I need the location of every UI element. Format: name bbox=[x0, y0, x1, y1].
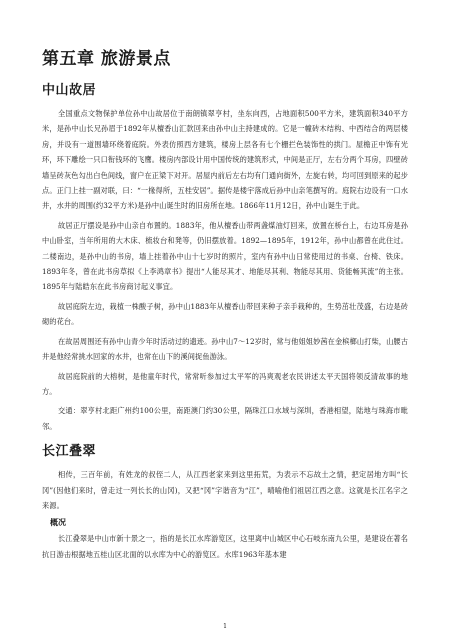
paragraph: 相传，三百年前，有姓龙的叔侄二人，从江西老家来到这里拓荒，为表示不忘故土之情，把定居地方叫“长冈”(因他们来时，曾走过一列长长的山冈)，又把“冈”字谐音为“江”，晴喻他们祖居江西之意。这就是长江名字之来源。 bbox=[42, 470, 408, 510]
subsection-title-overview: 概况 bbox=[50, 518, 66, 528]
page-number: 1 bbox=[223, 623, 227, 630]
paragraph: 在故居周围还有孙中山青少年时活动过的遗迹。孙中山7～12岁时，常与他姐姐妙茜在金槟榔山打柴，山腰古井是他经常挑水回家的水井，也常在山下的溪间捉鱼游泳。 bbox=[42, 336, 408, 362]
paragraph-transport: 交通：翠亨村北距广州约100公里，南距澳门约30公里，隔珠江口水域与深圳，香港相望，陆地与珠海市毗邻。 bbox=[42, 406, 408, 431]
paragraph: 全国重点文物保护单位孙中山故居位于南朗镇翠亨村，坐东向西，占地面积500平方米，建筑面积340平方米，是孙中山长兄孙眉于1892年从檀香山汇款回来由孙中山主持建成的。它是一幢砖木结构、中西结合的两层楼房，并设有一道围墙环绕着庭院。外表仿照西方建筑，楼房上层各有七个栅拦色装饰性的拱门。屋檐正中饰有光环，环下雕绘一只口衔钱环的飞鹰。楼房内部设计用中国传统的建筑形式，中间是正厅，左右分两个耳房，四壁砖墙呈砖灰色勾出白色间线，窗户在正梁下对开。居屋内前后左右均有门通向街外，左旋右转，均可回到原来的起步点。正门上挂一副对联，曰：“一椽得所，五桂安居”。据传是楼宇落成后孙中山亲笔撰写的。庭院右边设有一口水井，水井的周围(约32平方米)是孙中山诞生时的旧房所在地。1866年11月12日，孙中山诞生于此。 bbox=[42, 109, 408, 211]
paragraph: 长江叠翠是中山市新十景之一，指的是长江水库游览区，这里离中山城区中心石岐东南九公里，是建设在著名抗日游击根据地五桂山区北面的以水库为中心的游览区。水库1963年基本建 bbox=[42, 534, 408, 559]
section-title-changjiang: 长江叠翠 bbox=[42, 444, 97, 460]
paragraph: 故居正厅摆设是孙中山亲自布置的。1883年，他从檀香山带两盏煤油灯回来，放置在桥台上，右边耳房是孙中山卧室，当年所用的大木床、梳妆台和凳等，仍旧摆放着。1892—1895年，1912年，孙中山都曾在此住过。二楼南边，是孙中山的书房，墙上挂着孙中山十七岁时的照片，室内有孙中山日常使用过的书桌、台椅、铁床。1893年冬，曾在此书房草拟《上李鸿章书》提出“人能尽其才、地能尽其利、物能尽其用、货能畅其流”的主张。1895年与陆皓东在此书房商讨起义事宜。 bbox=[42, 220, 408, 292]
chapter-title: 第五章 旅游景点 bbox=[42, 49, 171, 69]
paragraph: 故居庭院前的大榕树，是他童年时代，常常听参加过太平军的冯爽观老农民讲述太平天国将领反清故事的地方。 bbox=[42, 371, 408, 396]
paragraph: 故居庭院左边，栽植一株酸子树，孙中山1883年从檀香山带回来种子亲手栽种的，生势茁壮茂盛，右边是砖砌的花台。 bbox=[42, 301, 408, 327]
section-title-zhongshan-residence: 中山故居 bbox=[42, 83, 97, 98]
